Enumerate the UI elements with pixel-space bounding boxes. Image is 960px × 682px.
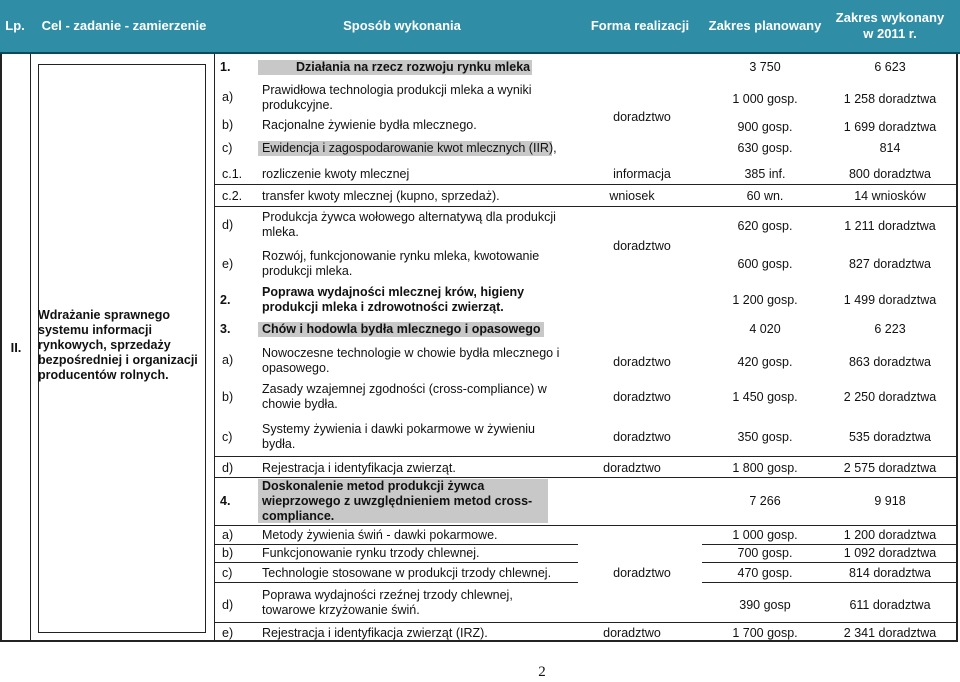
row-number: a) bbox=[222, 353, 234, 367]
row-forma: doradztwo bbox=[603, 461, 661, 475]
row-text: Racjonalne żywienie bydła mlecznego. bbox=[262, 118, 477, 132]
section-goal: Wdrażanie sprawnego systemu informacji rynkowych, sprzedaży bezpośredniej i organizacji producentów rolnych. bbox=[38, 308, 198, 382]
row-done: 1 258 doradztwa bbox=[843, 92, 937, 106]
row-done: 6 223 bbox=[874, 322, 906, 336]
header-planowany: Zakres planowany bbox=[708, 18, 822, 33]
row-number: c) bbox=[222, 141, 233, 155]
row-plan: 900 gosp. bbox=[737, 120, 793, 134]
row-text: Nowoczesne technologie w chowie bydła mlecznego i opasowego. bbox=[262, 346, 560, 375]
header-forma: Forma realizacji bbox=[590, 18, 690, 33]
row-text: Poprawa wydajności rzeźnej trzody chlewnej, towarowe krzyżowanie świń. bbox=[262, 588, 513, 617]
header-cel: Cel - zadanie - zamierzenie bbox=[41, 18, 207, 33]
row-done: 814 doradztwa bbox=[848, 566, 931, 580]
row-divider bbox=[214, 562, 578, 563]
row-done: 1 200 doradztwa bbox=[843, 528, 937, 542]
row-number: b) bbox=[222, 390, 234, 404]
row-number: 1. bbox=[220, 60, 231, 74]
row-done: 2 341 doradztwa bbox=[843, 626, 937, 640]
row-number: c.2. bbox=[222, 189, 243, 203]
row-divider bbox=[214, 582, 578, 583]
row-plan: 390 gosp bbox=[739, 598, 791, 612]
row-text: Rejestracja i identyfikacja zwierząt (IRZ). bbox=[262, 626, 488, 640]
row-number: a) bbox=[222, 528, 234, 542]
row-done: 2 575 doradztwa bbox=[843, 461, 937, 475]
row-done: 1 211 doradztwa bbox=[844, 219, 936, 233]
row-done: 863 doradztwa bbox=[848, 355, 931, 369]
row-plan: 470 gosp. bbox=[737, 566, 793, 580]
row-divider bbox=[702, 582, 958, 583]
row-divider bbox=[214, 184, 958, 185]
row-number: c) bbox=[222, 566, 233, 580]
page-number: 2 bbox=[538, 664, 546, 680]
row-forma: informacja bbox=[613, 167, 671, 181]
row-plan: 1 700 gosp. bbox=[732, 626, 798, 640]
row-number: c.1. bbox=[222, 167, 243, 181]
row-text: Rejestracja i identyfikacja zwierząt. bbox=[262, 461, 456, 475]
row-done: 800 doradztwa bbox=[848, 167, 931, 181]
row-number: d) bbox=[222, 218, 234, 232]
row-forma: wniosek bbox=[609, 189, 655, 203]
row-plan: 620 gosp. bbox=[737, 219, 793, 233]
row-divider bbox=[214, 456, 958, 457]
row-done: 6 623 bbox=[874, 60, 906, 74]
row-forma: doradztwo bbox=[613, 390, 671, 404]
row-done: 1 499 doradztwa bbox=[843, 293, 937, 307]
header-sposob: Sposób wykonania bbox=[343, 18, 461, 33]
header-wykonany: Zakres wykonany w 2011 r. bbox=[835, 10, 945, 41]
row-plan: 700 gosp. bbox=[737, 546, 793, 560]
row-text: Systemy żywienia i dawki pokarmowe w żywieniu bydła. bbox=[262, 422, 536, 451]
row-text: Produkcja żywca wołowego alternatywą dla produkcji mleka. bbox=[262, 210, 556, 239]
row-done: 1 699 doradztwa bbox=[843, 120, 937, 134]
row-text: Zasady wzajemnej zgodności (cross-compliance) w chowie bydła. bbox=[262, 382, 547, 411]
row-divider bbox=[214, 544, 578, 545]
row-text: Prawidłowa technologia produkcji mleka a wyniki produkcyjne. bbox=[262, 83, 532, 112]
row-done: 827 doradztwa bbox=[848, 257, 931, 271]
row-plan: 420 gosp. bbox=[737, 355, 793, 369]
row-forma: doradztwo bbox=[613, 355, 671, 369]
section-number: II. bbox=[10, 339, 22, 355]
row-text: Funkcjonowanie rynku trzody chlewnej. bbox=[262, 546, 480, 560]
row-done: 814 bbox=[879, 141, 901, 155]
col-divider bbox=[214, 54, 215, 642]
header-lp: Lp. bbox=[5, 18, 25, 33]
row-plan: 600 gosp. bbox=[737, 257, 793, 271]
row-text: Chów i hodowla bydła mlecznego i opasowego bbox=[262, 322, 541, 336]
row-divider bbox=[702, 562, 958, 563]
row-plan: 1 000 gosp. bbox=[732, 92, 798, 106]
row-number: b) bbox=[222, 118, 234, 132]
row-done: 2 250 doradztwa bbox=[843, 390, 937, 404]
row-number: 2. bbox=[220, 293, 231, 307]
row-plan: 630 gosp. bbox=[737, 141, 793, 155]
row-plan: 1 800 gosp. bbox=[732, 461, 798, 475]
row-number: d) bbox=[222, 461, 234, 475]
row-text: Rozwój, funkcjonowanie rynku mleka, kwotowanie produkcji mleka. bbox=[262, 249, 540, 278]
row-forma: doradztwo bbox=[603, 626, 661, 640]
row-text: Działania na rzecz rozwoju rynku mleka bbox=[296, 60, 531, 74]
row-plan: 385 inf. bbox=[744, 167, 786, 181]
row-plan: 1 200 gosp. bbox=[732, 293, 798, 307]
row-done: 611 doradztwa bbox=[849, 598, 931, 612]
row-forma: doradztwo bbox=[613, 566, 671, 580]
row-divider bbox=[214, 477, 958, 478]
row-plan: 4 020 bbox=[749, 322, 781, 336]
row-text: Technologie stosowane w produkcji trzody chlewnej. bbox=[262, 566, 552, 580]
row-plan: 3 750 bbox=[749, 60, 781, 74]
row-number: e) bbox=[222, 257, 234, 271]
row-number: e) bbox=[222, 626, 234, 640]
row-number: c) bbox=[222, 430, 233, 444]
row-forma: doradztwo bbox=[613, 239, 671, 253]
row-divider bbox=[214, 525, 958, 526]
goal-box-top bbox=[38, 64, 206, 65]
row-text: Metody żywienia świń - dawki pokarmowe. bbox=[262, 528, 498, 542]
row-plan: 1 000 gosp. bbox=[732, 528, 798, 542]
row-number: b) bbox=[222, 546, 234, 560]
row-text: rozliczenie kwoty mlecznej bbox=[262, 167, 410, 181]
row-text: transfer kwoty mlecznej (kupno, sprzedaż). bbox=[262, 189, 500, 203]
row-text: Ewidencja i zagospodarowanie kwot mlecznych (IIR), bbox=[262, 141, 557, 155]
row-done: 14 wniosków bbox=[854, 189, 926, 203]
table-header bbox=[0, 0, 960, 54]
row-number: 4. bbox=[220, 494, 231, 508]
row-done: 535 doradztwa bbox=[848, 430, 931, 444]
row-number: 3. bbox=[220, 322, 231, 336]
row-text: Poprawa wydajności mlecznej krów, higieny produkcji mleka i zdrowotności zwierząt. bbox=[262, 285, 525, 314]
row-forma: doradztwo bbox=[613, 430, 671, 444]
row-divider bbox=[214, 622, 958, 623]
row-divider bbox=[702, 544, 958, 545]
row-text: Doskonalenie metod produkcji żywca wieprzowego z uwzględnieniem metod cross-compliance. bbox=[262, 479, 533, 523]
row-done: 9 918 bbox=[874, 494, 906, 508]
row-plan: 7 266 bbox=[749, 494, 781, 508]
row-number: d) bbox=[222, 598, 234, 612]
row-done: 1 092 doradztwa bbox=[843, 546, 937, 560]
row-plan: 1 450 gosp. bbox=[732, 390, 798, 404]
row-number: a) bbox=[222, 90, 234, 104]
row-forma: doradztwo bbox=[613, 110, 671, 124]
row-divider bbox=[214, 206, 958, 207]
col-divider bbox=[30, 54, 31, 642]
row-plan: 350 gosp. bbox=[737, 430, 793, 444]
row-plan: 60 wn. bbox=[746, 189, 784, 203]
goal-box-bottom bbox=[38, 632, 206, 633]
